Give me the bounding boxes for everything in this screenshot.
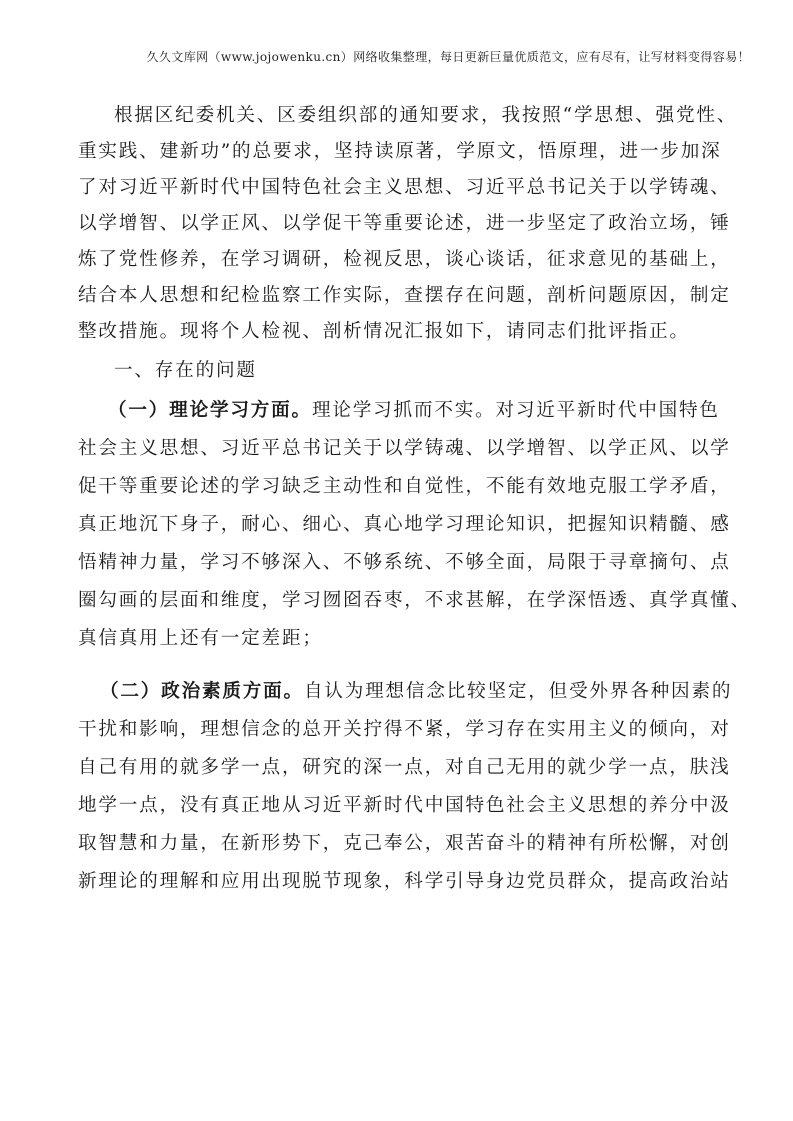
- section2-line: [100, 680, 732, 704]
- paragraph-line: 以学增智、以学正风、以学促干等重要论述，进一步坚定了政治立场，锤: [78, 213, 731, 234]
- section2-line: 地学一点，没有真正地从习近平新时代中国特色社会主义思想的养分中汲: [78, 795, 731, 816]
- section1-line: [108, 399, 720, 423]
- section1-line: 促干等重要论述的学习缺乏主动性和自觉性，不能有效地克服工学矛盾，: [78, 476, 731, 497]
- section2-line: 取智慧和力量，在新形势下，克己奉公，艰苦奋斗的精神有所松懈，对创: [78, 833, 731, 854]
- section2-heading: （二）政治素质方面。: [100, 681, 304, 702]
- section2-line: 自己有用的就多学一点，研究的深一点，对自己无用的就少学一点，肤浅: [78, 757, 731, 778]
- section1-line: 圈勾画的层面和维度，学习囫囵吞枣，不求甚解，在学深悟透、真学真懂、: [78, 590, 751, 611]
- section1-line: 社会主义思想、习近平总书记关于以学铸魂、以学增智、以学正风、以学: [78, 438, 731, 459]
- paragraph-line: 了对习近平新时代中国特色社会主义思想、习近平总书记关于以学铸魂、: [78, 177, 731, 198]
- section2-text: 自认为理想信念比较坚定，但受外界各种因素的: [303, 681, 733, 702]
- section2-line: 干扰和影响，理想信念的总开关拧得不紧，学习存在实用主义的倾向，对: [78, 719, 731, 740]
- section1-text: 理论学习抓而不实。对习近平新时代中国特色: [311, 400, 720, 421]
- section-heading: 一、存在的问题: [114, 360, 257, 381]
- paragraph-line: 重实践、建新功”的总要求，坚持读原著，学原文，悟原理，进一步加深: [78, 141, 722, 162]
- paragraph-line: 结合本人思想和纪检监察工作实际，查摆存在问题，剖析问题原因，制定: [78, 285, 731, 306]
- section1-line: 真正地沉下身子，耐心、细心、真心地学习理论知识，把握知识精髓、感: [78, 514, 731, 535]
- paragraph-line: 根据区纪委机关、区委组织部的通知要求，我按照“学思想、强党性、: [114, 105, 738, 126]
- section2-line: 新理论的理解和应用出现脱节现象，科学引导身边党员群众，提高政治站: [78, 871, 731, 892]
- header-note: 久久文库网（www.jojowenku.cn）网络收集整理，每日更新巨量优质范文，应有尽有，让写材料变得容易！: [146, 50, 750, 64]
- paragraph-line: 整改措施。现将个人检视、剖析情况汇报如下，请同志们批评指正。: [78, 321, 690, 342]
- section1-line: 真信真用上还有一定差距；: [78, 628, 323, 649]
- paragraph-line: 炼了党性修养，在学习调研，检视反思，谈心谈话，征求意见的基础上，: [78, 249, 731, 270]
- section1-line: 悟精神力量，学习不够深入、不够系统、不够全面，局限于寻章摘句、点: [78, 552, 731, 573]
- section1-heading: （一）理论学习方面。: [108, 400, 312, 421]
